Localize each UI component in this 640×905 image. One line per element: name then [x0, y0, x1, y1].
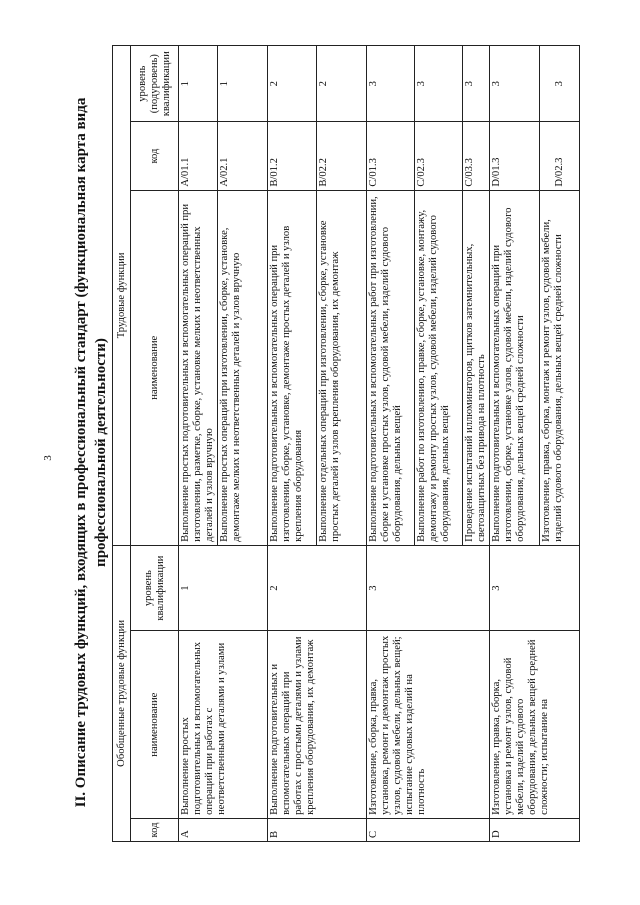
function-name: Выполнение отдельных операций при изготовлении, сборке, установке простых деталей и узлов крепления оборудования, их демонтаж [317, 190, 367, 545]
function-level: 1 [179, 46, 218, 122]
function-name: Выполнение работ по изготовлению, правке, сборке, установке, монтажу, демонтажу и ремонту простых узлов, судовой мебели, изделий судового оборудования, дельных вещей [415, 190, 463, 545]
function-code: A/01.1 [179, 122, 218, 190]
function-level: 3 [490, 46, 540, 122]
group-name: Выполнение подготовительных и вспомогательных операций при работах с простыми деталями и узлами крепления оборудования, их демонтаж [268, 631, 367, 818]
labor-functions-header: Трудовые функции [113, 46, 131, 546]
section-title-continued: профессиональной деятельности) [93, 338, 109, 567]
tf-code-header: код [131, 122, 179, 190]
function-level: 3 [415, 46, 463, 122]
function-code: B/02.2 [317, 122, 367, 190]
function-level: 2 [268, 46, 317, 122]
function-name: Выполнение подготовительных и вспомогательных операций при изготовлении, сборке, установке, демонтаже простых деталей и узлов крепления оборудования [268, 190, 317, 545]
function-name: Выполнение простых подготовительных и вспомогательных операций при изготовлении, разметке, сборке, установке мелких и неответственных деталей и узлов вручную [179, 190, 218, 545]
functional-map-table [112, 45, 580, 842]
group-code: A [179, 818, 268, 841]
group-code: C [367, 818, 490, 841]
function-level: 3 [367, 46, 415, 122]
function-code: A/02.1 [218, 122, 268, 190]
name-header: наименование [131, 631, 179, 818]
function-name: Выполнение простых операций при изготовлении, сборке, установке, демонтаже мелких и неответственных деталей и узлов вручную [218, 190, 268, 545]
tf-level-header: уровень (подуровень) квалификации [131, 46, 179, 122]
page-number: 3 [41, 455, 54, 461]
function-level: 3 [540, 46, 580, 122]
group-code: D [490, 818, 580, 841]
level-header: уровень квалификации [131, 545, 179, 631]
function-level: 3 [463, 46, 490, 122]
function-level: 2 [317, 46, 367, 122]
function-name: Изготовление, правка, сборка, монтаж и ремонт узлов, судовой мебели, изделий судового оборудования, дельных вещей средней сложности [540, 190, 580, 545]
group-name: Изготовление, правка, сборка, установка и ремонт узлов, судовой мебели, изделий судового оборудования, дельных вещей средней сложности; испытание на [490, 631, 580, 818]
group-code: B [268, 818, 367, 841]
function-code: C/03.3 [463, 122, 490, 190]
group-name: Изготовление, сборка, правка, установка, ремонт и демонтаж простых узлов, судовой мебели, дельных вещей; испытание судовых изделий на плотность [367, 631, 490, 818]
function-code: C/02.3 [415, 122, 463, 190]
group-level: 3 [490, 545, 580, 631]
function-level: 1 [218, 46, 268, 122]
function-code: D/01.3 [490, 122, 540, 190]
group-name: Выполнение простых подготовительных и вспомогательных операций при работах с неответственными деталями и узлами [179, 631, 268, 818]
generalized-functions-header: Обобщенные трудовые функции [113, 545, 131, 841]
tf-name-header: наименование [131, 190, 179, 545]
function-code: C/01.3 [367, 122, 415, 190]
function-name: Выполнение подготовительных и вспомогательных работ при изготовлении, сборке и установке простых узлов, судовой мебели, изделий судового оборудования, дельных вещей [367, 190, 415, 545]
function-name: Выполнение подготовительных и вспомогательных операций при изготовлении, сборке, установке узлов, судовой мебели, изделий судового оборудования, дельных вещей средней сложности [490, 190, 540, 545]
function-name: Проведение испытаний иллюминаторов, щитков затемнительных, светозащитных без привода на плотность [463, 190, 490, 545]
function-code: D/02.3 [540, 122, 580, 190]
section-title: II. Описание трудовых функций, входящих в профессиональный стандарт (функциональная карта вида [73, 97, 89, 808]
code-header: код [131, 818, 179, 841]
group-level: 2 [268, 545, 367, 631]
function-code: B/01.2 [268, 122, 317, 190]
group-level: 1 [179, 545, 268, 631]
group-level: 3 [367, 545, 490, 631]
